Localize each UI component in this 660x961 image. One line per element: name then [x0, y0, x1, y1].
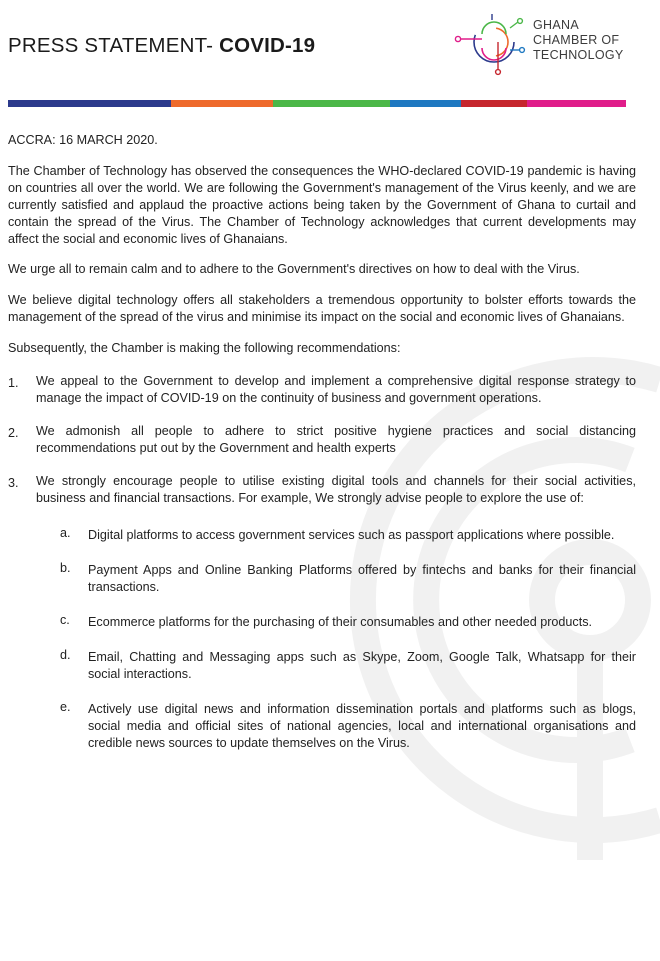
item-letter: e.: [60, 700, 71, 714]
statement-body: [8, 132, 636, 770]
header: [0, 0, 660, 100]
page-title: [8, 34, 315, 58]
sub-recommendations-list: [36, 527, 636, 752]
org-name-line: CHAMBER OF: [533, 33, 620, 47]
item-number: 1.: [8, 376, 19, 390]
org-name-line: GHANA: [533, 18, 579, 32]
item-number: 3.: [8, 476, 19, 490]
stripe-segment: [390, 100, 461, 107]
color-stripe: [8, 100, 626, 107]
paragraph: The Chamber of Technology has observed the consequences the WHO-declared COVID-19 pandemic is having on countries all over the world. We are following the Government's management of the Virus keenly, and we are currently satisfied and applaud the proactive actions being taken by the Government of Ghana to curtail and contain the spread of the Virus. The Chamber of Technology acknowledges that current developments may affect the social and economic lives of Ghanaians.: [8, 164, 636, 246]
sub-list-item: [36, 562, 636, 596]
item-text: We strongly encourage people to utilise existing digital tools and channels for their social activities, business and financial transactions. For example, We strongly advise people to explore the use of:: [36, 474, 636, 505]
item-letter: c.: [60, 613, 70, 627]
item-letter: d.: [60, 648, 71, 662]
org-name-line: TECHNOLOGY: [533, 48, 624, 62]
stripe-segment: [461, 100, 527, 107]
sub-list-item: [36, 701, 636, 752]
item-text: We appeal to the Government to develop and implement a comprehensive digital response strategy to manage the impact of COVID-19 on the continuity of business and government operations.: [36, 374, 636, 405]
item-text: We admonish all people to adhere to strict positive hygiene practices and social distancing recommendations put out by the Government and health experts: [36, 424, 636, 455]
sub-list-item: [36, 614, 636, 631]
stripe-segment: [273, 100, 390, 107]
stripe-segment: [171, 100, 273, 107]
sub-list-item: [36, 527, 636, 544]
item-number: 2.: [8, 426, 19, 440]
title-bold: COVID-19: [219, 34, 316, 57]
item-text: Actively use digital news and information dissemination portals and platforms such as blogs, social media and official sites of national agencies, local and international organisations and credible news sources to update themselves on the Virus.: [88, 702, 636, 750]
item-letter: a.: [60, 526, 71, 540]
stripe-segment: [527, 100, 626, 107]
chamber-logo-icon: [452, 12, 532, 76]
paragraph: We urge all to remain calm and to adhere to the Government's directives on how to deal with the Virus.: [8, 262, 580, 276]
paragraph: Subsequently, the Chamber is making the following recommendations:: [8, 341, 401, 355]
title-prefix: PRESS STATEMENT-: [8, 34, 220, 57]
stripe-segment: [8, 100, 171, 107]
sub-list-item: [36, 649, 636, 683]
dateline: ACCRA: 16 MARCH 2020.: [8, 133, 158, 147]
recommendations-list: [8, 373, 636, 752]
list-item: [8, 423, 636, 457]
item-text: Ecommerce platforms for the purchasing of their consumables and other needed products.: [88, 615, 593, 629]
item-letter: b.: [60, 561, 71, 575]
list-item: [8, 373, 636, 407]
item-text: Digital platforms to access government services such as passport applications where possible.: [88, 528, 615, 542]
paragraph: We believe digital technology offers all stakeholders a tremendous opportunity to bolster efforts towards the management of the spread of the virus and minimise its impact on the social and economic lives of Ghanaians.: [8, 293, 636, 324]
item-text: Payment Apps and Online Banking Platforms offered by fintechs and banks for their financial transactions.: [88, 563, 636, 594]
list-item: [8, 473, 636, 752]
item-text: Email, Chatting and Messaging apps such as Skype, Zoom, Google Talk, Whatsapp for their social interactions.: [88, 650, 636, 681]
org-name: [533, 18, 624, 63]
